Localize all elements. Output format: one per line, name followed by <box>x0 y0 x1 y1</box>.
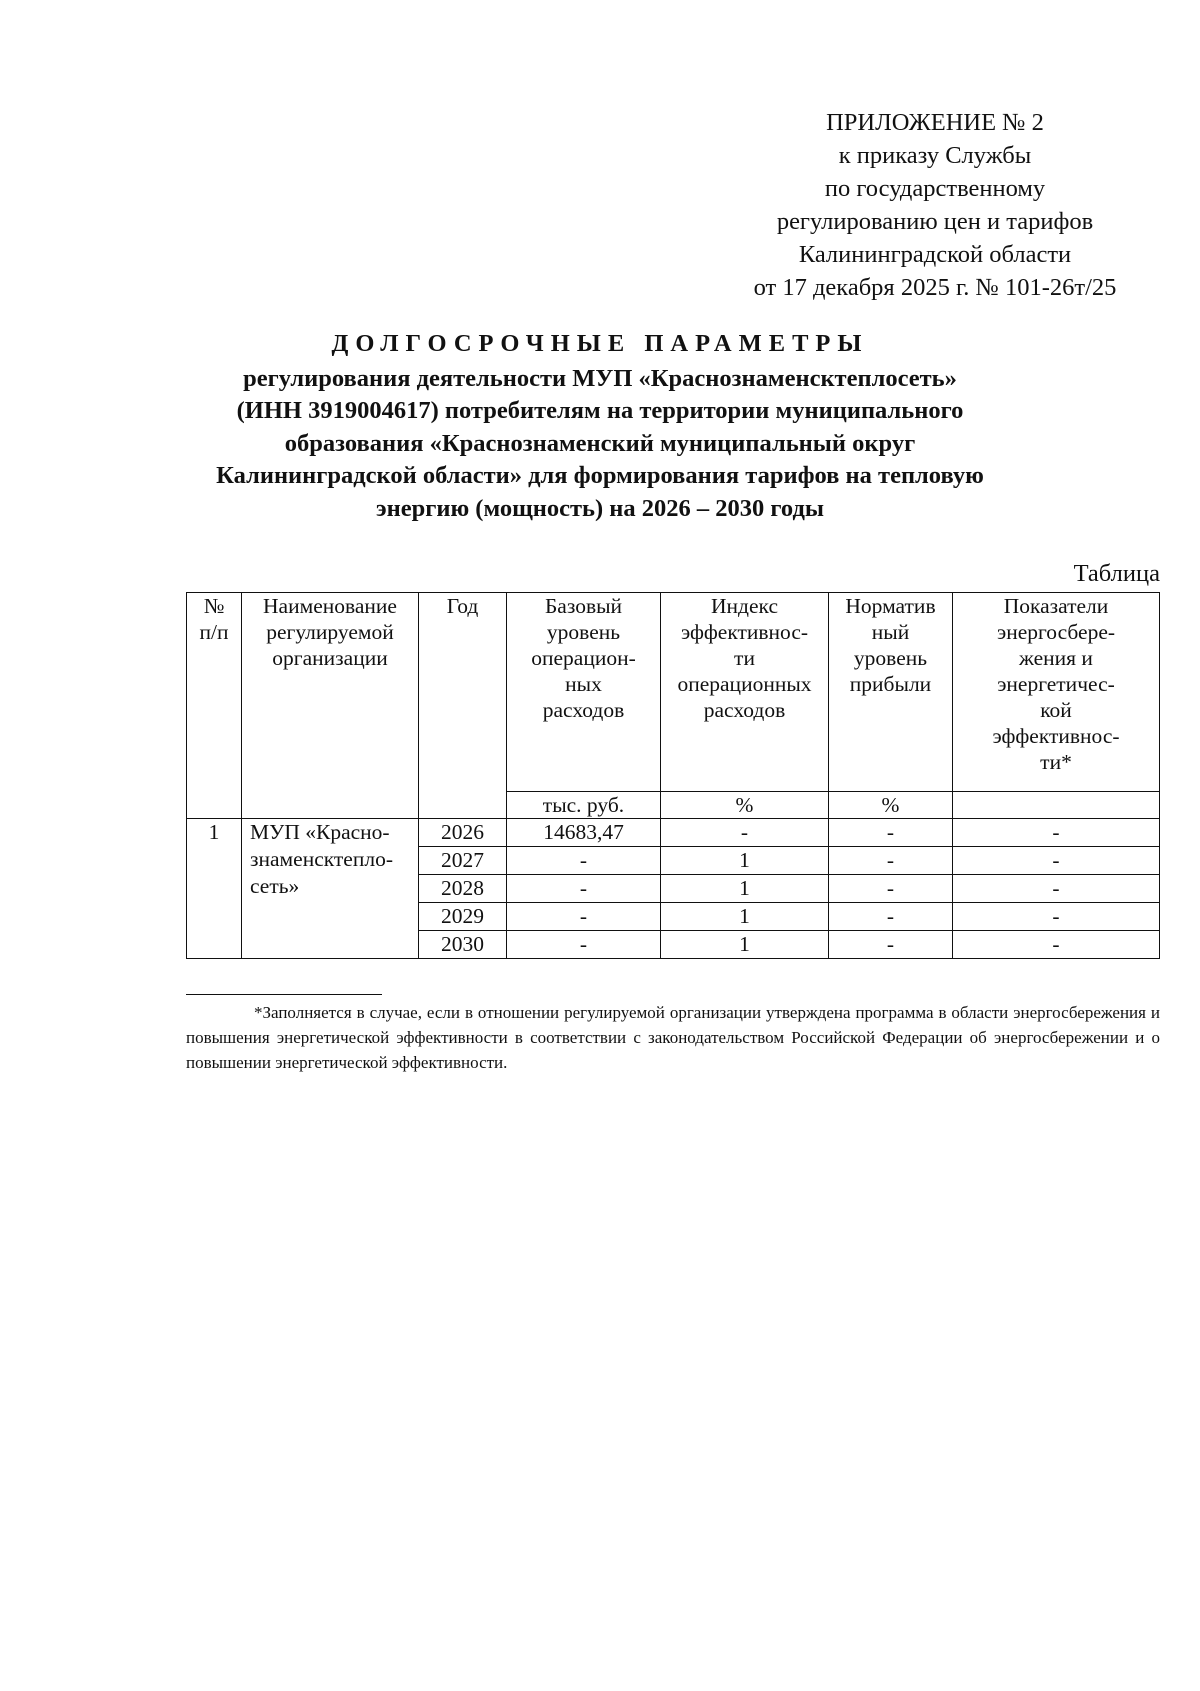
year-cell: 2026 <box>419 819 507 847</box>
header-year: Год <box>419 593 507 819</box>
energy-cell: - <box>953 903 1160 931</box>
unit-cell: % <box>829 792 953 819</box>
title-line: образования «Краснознаменский муниципальный округ <box>284 429 916 457</box>
index-cell: - <box>661 819 829 847</box>
year-cell: 2027 <box>419 847 507 875</box>
base-cell: 14683,47 <box>507 819 661 847</box>
table-row <box>187 819 1160 847</box>
table-header-row <box>187 593 1160 792</box>
title-heading: ДОЛГОСРОЧНЫЕ ПАРАМЕТРЫ <box>331 330 869 357</box>
profit-cell: - <box>829 931 953 959</box>
title-line: регулирования деятельности МУП «Краснознаменсктеплосеть» <box>243 364 957 392</box>
title-line: энергию (мощность) на 2026 – 2030 годы <box>376 494 824 522</box>
header-base-level: Базовый уровень операцион- ных расходов <box>507 593 661 792</box>
index-cell: 1 <box>661 931 829 959</box>
base-cell: - <box>507 931 661 959</box>
header-organization: Наименование регулируемой организации <box>242 593 419 819</box>
profit-cell: - <box>829 875 953 903</box>
title-line: (ИНН 3919004617) потребителям на территории муниципального <box>236 397 964 424</box>
base-cell: - <box>507 875 661 903</box>
index-cell: 1 <box>661 847 829 875</box>
organization-name: МУП «Красно- знаменсктепло- сеть» <box>242 819 419 959</box>
header-number: № п/п <box>187 593 242 819</box>
year-cell: 2029 <box>419 903 507 931</box>
header-profit-level: Норматив ный уровень прибыли <box>829 593 953 792</box>
appendix-line: по государственному <box>824 175 1046 202</box>
energy-cell: - <box>953 847 1160 875</box>
base-cell: - <box>507 903 661 931</box>
energy-cell: - <box>953 875 1160 903</box>
unit-cell <box>953 792 1160 819</box>
footnote-divider <box>186 994 382 995</box>
document-title <box>170 328 1030 525</box>
row-number: 1 <box>187 819 242 959</box>
header-efficiency-index: Индекс эффективнос- ти операционных расходов <box>661 593 829 792</box>
parameters-table <box>186 592 1160 959</box>
appendix-line: к приказу Службы <box>838 142 1032 169</box>
appendix-line: ПРИЛОЖЕНИЕ № 2 <box>826 109 1044 136</box>
year-cell: 2030 <box>419 931 507 959</box>
energy-cell: - <box>953 819 1160 847</box>
index-cell: 1 <box>661 875 829 903</box>
profit-cell: - <box>829 903 953 931</box>
base-cell: - <box>507 847 661 875</box>
header-energy-indicators: Показатели энергосбере- жения и энергетичес- кой эффективнос- ти* <box>953 593 1160 792</box>
year-cell: 2028 <box>419 875 507 903</box>
index-cell: 1 <box>661 903 829 931</box>
profit-cell: - <box>829 819 953 847</box>
appendix-line: регулированию цен и тарифов <box>776 208 1094 235</box>
title-line: Калининградской области» для формирования тарифов на тепловую <box>216 462 984 489</box>
unit-cell: % <box>661 792 829 819</box>
appendix-line: Калининградской области <box>798 241 1072 268</box>
energy-cell: - <box>953 931 1160 959</box>
profit-cell: - <box>829 847 953 875</box>
footnote: *Заполняется в случае, если в отношении регулируемой организации утверждена программа в области энергосбережения и повышения энергетической эффективности в соответствии с законодательством Российской Федерации об энергосбережении и о повышении энергетической эффективности. <box>186 1003 1160 1072</box>
table-caption: Таблица <box>1073 560 1160 587</box>
appendix-block <box>700 106 1170 304</box>
unit-cell: тыс. руб. <box>507 792 661 819</box>
appendix-line: от 17 декабря 2025 г. № 101-26т/25 <box>753 274 1117 301</box>
